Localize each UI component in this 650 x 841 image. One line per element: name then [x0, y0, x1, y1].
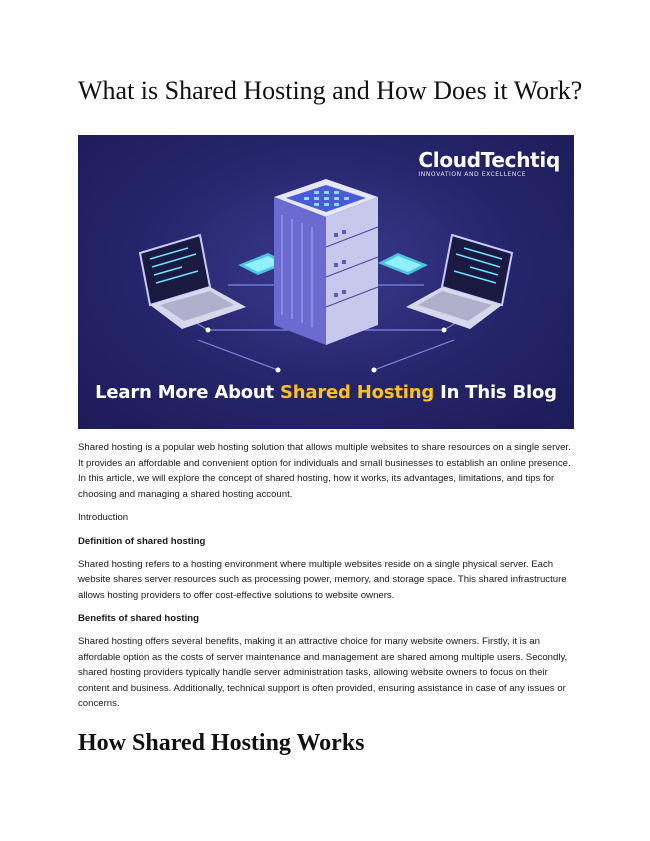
banner-highlight: Shared Hosting	[280, 382, 435, 403]
banner-text-after: In This Blog	[434, 382, 557, 403]
benefits-paragraph: Shared hosting offers several benefits, making it an attractive choice for many website owners. Firstly, it is an affordable option as the costs of server maintenance and management are shared among multiple users. Secondly, shared hosting providers typically handle server administration tasks, allowing website owners to focus on their content and business. Additionally, technical support is often provided, ensuring assistance in case of any issues or concerns.	[78, 635, 568, 710]
logo-name: CloudTechtiq	[418, 148, 560, 172]
definition-heading: Definition of shared hosting	[78, 535, 206, 547]
brand-logo	[418, 149, 560, 179]
hero-banner-text	[78, 382, 574, 403]
benefits-heading: Benefits of shared hosting	[78, 613, 199, 625]
article-body	[78, 440, 576, 720]
banner-text-before: Learn More About	[95, 382, 281, 403]
intro-paragraph: Shared hosting is a popular web hosting solution that allows multiple websites to share resources on a single server. It provides an affordable and convenient option for individuals and small businesses to establish an online presence. In this article, we will explore the concept of shared hosting, how it works, its advantages, limitations, and tips for choosing and managing a shared hosting account.	[78, 442, 571, 500]
hero-image	[78, 135, 574, 429]
page-title: What is Shared Hosting and How Does it Work?	[78, 76, 583, 105]
introduction-label: Introduction	[78, 512, 129, 524]
section-title: How Shared Hosting Works	[78, 730, 365, 756]
logo-tagline: INNOVATION AND EXCELLENCE	[418, 171, 527, 178]
definition-paragraph: Shared hosting refers to a hosting environment where multiple websites reside on a single physical server. Each website shares server resources such as processing power, memory, and storage space. This shared infrastructure allows hosting providers to offer cost-effective solutions to website owners.	[78, 558, 567, 601]
